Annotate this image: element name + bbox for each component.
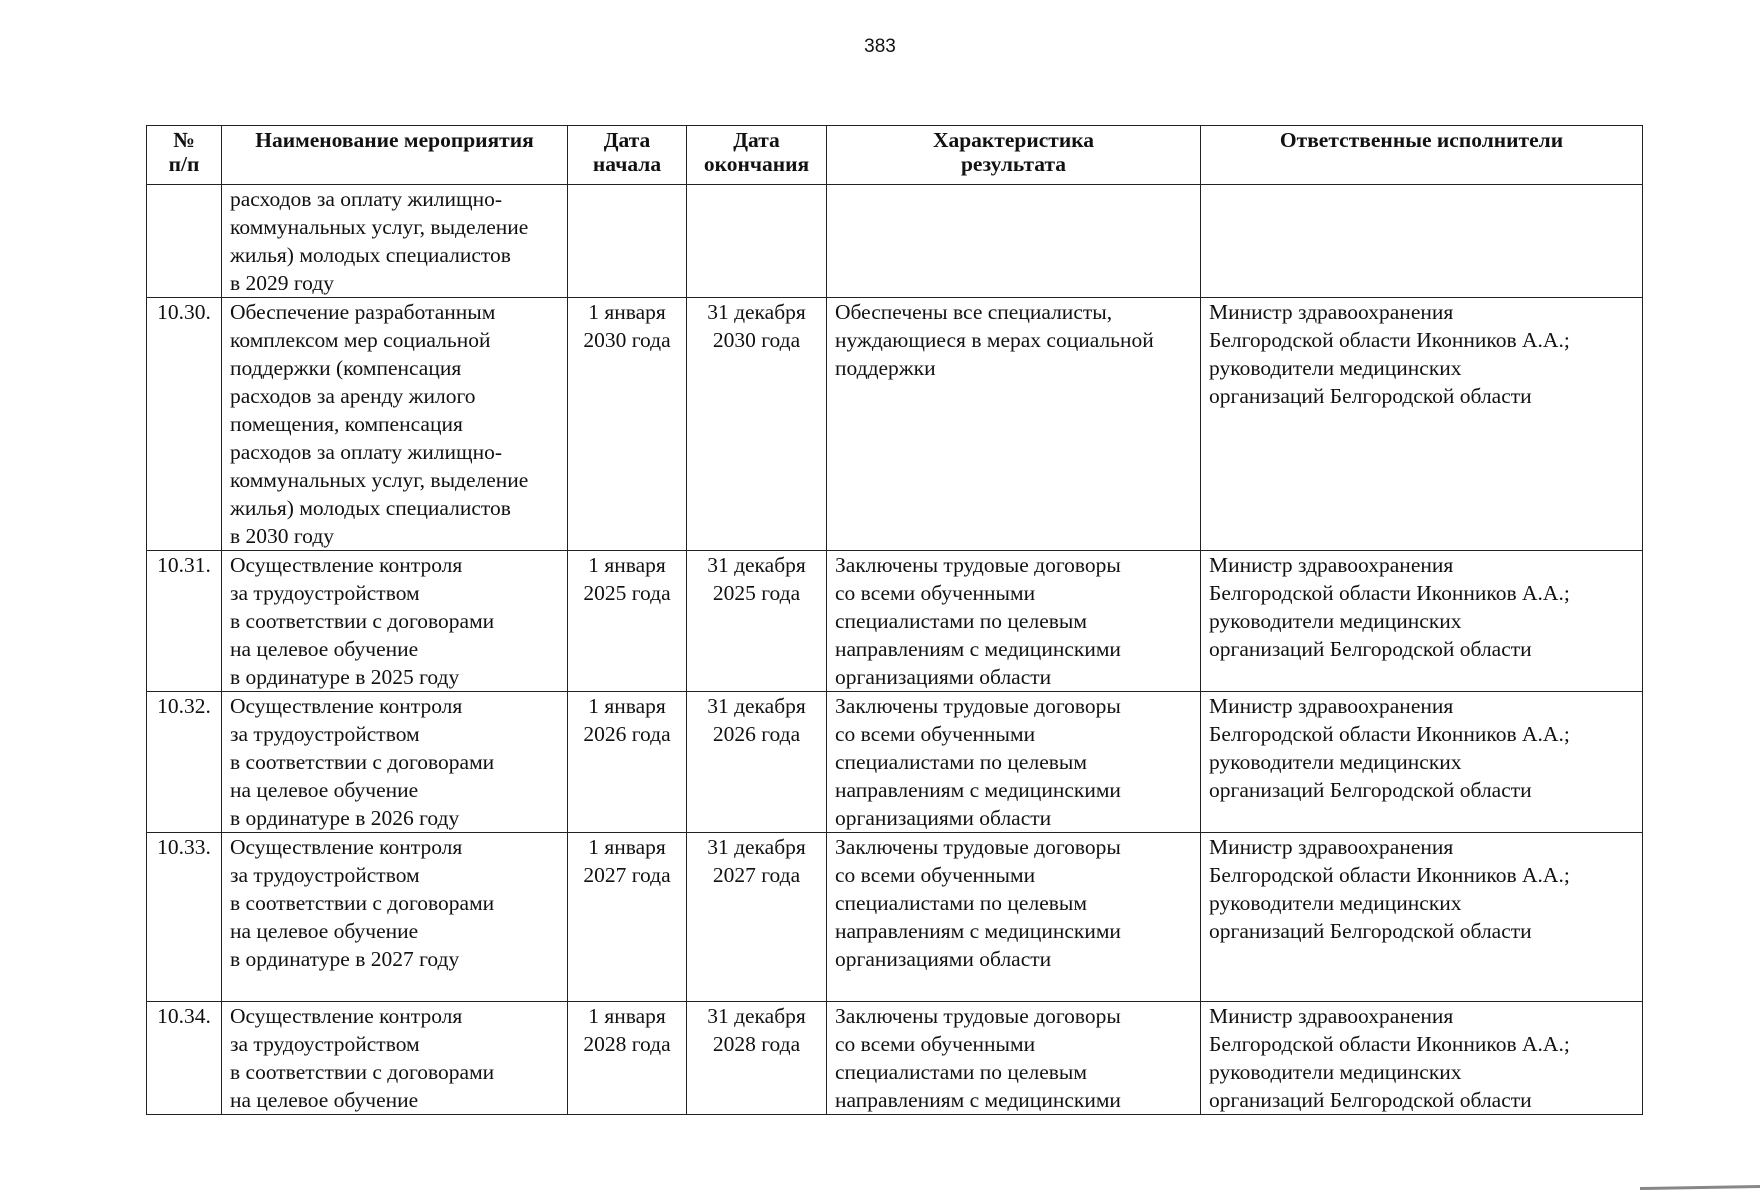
row-num: 10.30. (147, 298, 222, 551)
row-result: Заключены трудовые договоры со всеми обученными специалистами по целевым направлениям с медицинскими организациями области (827, 692, 1201, 833)
row-result: Обеспечены все специалисты, нуждающиеся в мерах социальной поддержки (827, 298, 1201, 551)
row-name: расходов за оплату жилищно- коммунальных услуг, выделение жилья) молодых специалистов в 2029 году (222, 185, 568, 298)
row-name: Осуществление контроля за трудоустройством в соответствии с договорами на целевое обучение в ординатуре в 2026 году (222, 692, 568, 833)
row-num (147, 185, 222, 298)
row-num: 10.31. (147, 551, 222, 692)
row-end-date: 31 декабря 2028 года (687, 1002, 827, 1115)
row-name: Осуществление контроля за трудоустройством в соответствии с договорами на целевое обучение (222, 1002, 568, 1115)
row-end-date: 31 декабря 2030 года (687, 298, 827, 551)
row-start-date: 1 января 2026 года (568, 692, 687, 833)
row-responsible: Министр здравоохранения Белгородской области Иконников А.А.; руководители медицинских организаций Белгородской области (1201, 551, 1643, 692)
header-responsible: Ответственные исполнители (1201, 126, 1643, 185)
row-responsible: Министр здравоохранения Белгородской области Иконников А.А.; руководители медицинских организаций Белгородской области (1201, 833, 1643, 1002)
header-num: № п/п (147, 126, 222, 185)
header-start-date: Дата начала (568, 126, 687, 185)
row-num: 10.32. (147, 692, 222, 833)
row-responsible (1201, 185, 1643, 298)
row-end-date (687, 185, 827, 298)
row-num: 10.34. (147, 1002, 222, 1115)
table-row (147, 1002, 1643, 1115)
table-row (147, 692, 1643, 833)
row-start-date: 1 января 2028 года (568, 1002, 687, 1115)
header-name: Наименование мероприятия (222, 126, 568, 185)
row-responsible: Министр здравоохранения Белгородской области Иконников А.А.; руководители медицинских организаций Белгородской области (1201, 298, 1643, 551)
table-row (147, 185, 1643, 298)
header-result: Характеристика результата (827, 126, 1201, 185)
table-header-row (147, 126, 1643, 185)
row-responsible: Министр здравоохранения Белгородской области Иконников А.А.; руководители медицинских организаций Белгородской области (1201, 1002, 1643, 1115)
row-num: 10.33. (147, 833, 222, 1002)
row-start-date: 1 января 2027 года (568, 833, 687, 1002)
table-row (147, 298, 1643, 551)
row-start-date: 1 января 2030 года (568, 298, 687, 551)
scan-edge-artifact (1640, 1185, 1760, 1190)
row-result: Заключены трудовые договоры со всеми обученными специалистами по целевым направлениям с медицинскими (827, 1002, 1201, 1115)
table-row (147, 551, 1643, 692)
row-result (827, 185, 1201, 298)
row-result: Заключены трудовые договоры со всеми обученными специалистами по целевым направлениям с медицинскими организациями области (827, 833, 1201, 1002)
measures-table (146, 125, 1643, 1115)
row-name: Осуществление контроля за трудоустройством в соответствии с договорами на целевое обучение в ординатуре в 2027 году (222, 833, 568, 1002)
row-responsible: Министр здравоохранения Белгородской области Иконников А.А.; руководители медицинских организаций Белгородской области (1201, 692, 1643, 833)
row-start-date (568, 185, 687, 298)
row-end-date: 31 декабря 2025 года (687, 551, 827, 692)
row-name: Обеспечение разработанным комплексом мер социальной поддержки (компенсация расходов за аренду жилого помещения, компенсация расходов за оплату жилищно- коммунальных услуг, выделение жилья) молодых специалистов в 2030 году (222, 298, 568, 551)
header-end-date: Дата окончания (687, 126, 827, 185)
row-result: Заключены трудовые договоры со всеми обученными специалистами по целевым направлениям с медицинскими организациями области (827, 551, 1201, 692)
row-name: Осуществление контроля за трудоустройством в соответствии с договорами на целевое обучение в ординатуре в 2025 году (222, 551, 568, 692)
row-start-date: 1 января 2025 года (568, 551, 687, 692)
table-row (147, 833, 1643, 1002)
row-end-date: 31 декабря 2027 года (687, 833, 827, 1002)
page-number: 383 (864, 36, 896, 57)
row-end-date: 31 декабря 2026 года (687, 692, 827, 833)
